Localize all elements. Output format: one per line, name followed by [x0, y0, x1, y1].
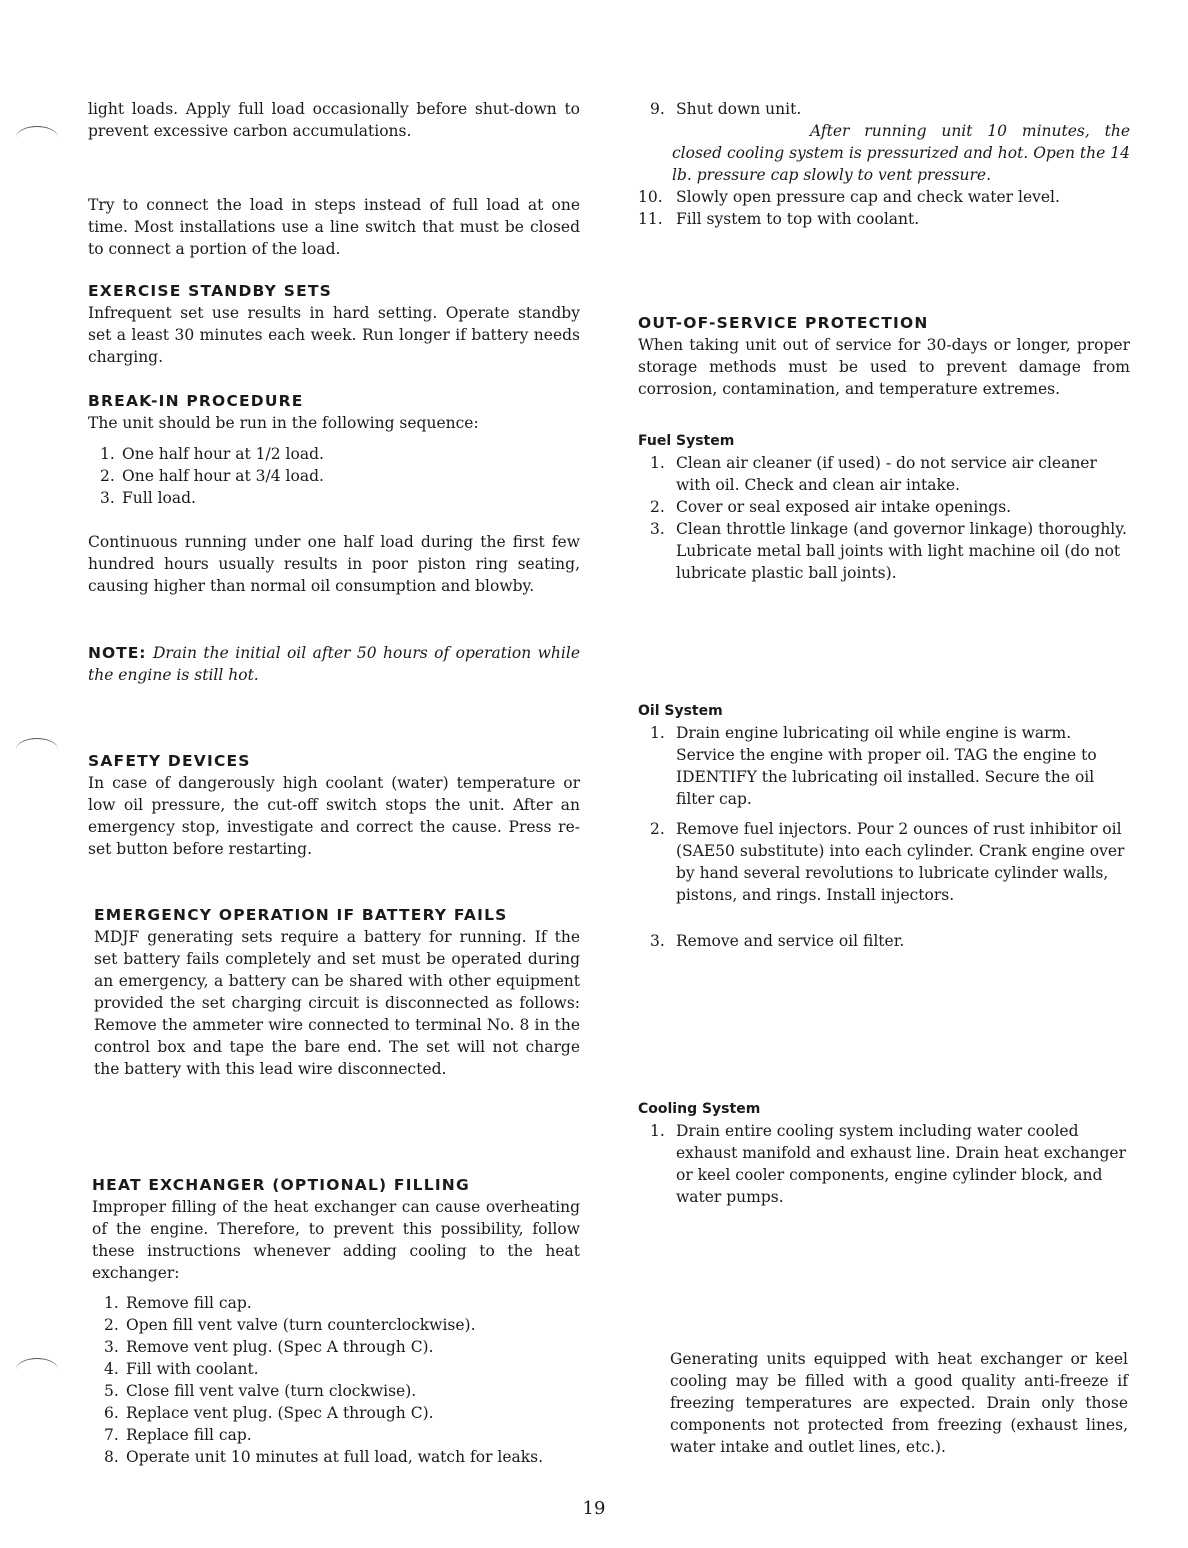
section-text: Continuous running under one half load during the first few hundred hours usually results in poor piston ring seating, causing higher than normal oil consumption and blowby. — [88, 533, 580, 595]
cooling-system-section — [638, 1098, 1130, 1208]
antifreeze-paragraph: Generating units equipped with heat exchanger or keel cooling may be filled with a good quality anti-freeze if freezing temperatures are expected. Drain only those components not protected from freezing (exhaust lines, water intake and outlet lines, etc.). — [670, 1350, 1128, 1456]
list-item: 10. Slowly open pressure cap and check water level. — [638, 188, 1060, 206]
fill-continuation — [638, 98, 1130, 230]
list-item: 3. Clean throttle linkage (and governor linkage) thoroughly. Lubricate metal ball joints with light machine oil (do not lubricate plastic ball joints). — [650, 520, 1127, 582]
oil-system-list — [638, 722, 1130, 952]
fuel-system-list — [638, 452, 1130, 584]
list-item: 3. Full load. — [100, 489, 196, 507]
list-item: 1. Drain entire cooling system including water cooled exhaust manifold and exhaust line. Drain heat exchanger or keel cooler components, engine cylinder block, and water pumps. — [650, 1122, 1127, 1206]
list-item: 11. Fill system to top with coolant. — [638, 210, 920, 228]
list-item: 3. Remove and service oil filter. — [650, 932, 905, 950]
section-intro: The unit should be run in the following sequence: — [88, 414, 479, 432]
list-item: 2. One half hour at 3/4 load. — [100, 467, 324, 485]
section-text: When taking unit out of service for 30-days or longer, proper storage methods must be used to prevent damage from corrosion, contamination, and temperature extremes. — [638, 336, 1130, 398]
intro-paragraph: light loads. Apply full load occasionally before shut-down to prevent excessive carbon accumulations. — [88, 100, 580, 140]
list-item: 7. Replace fill cap. — [104, 1426, 252, 1444]
list-item: 1. Remove fill cap. — [104, 1294, 252, 1312]
subsection-heading: Cooling System — [638, 1101, 761, 1117]
list-item: 1. Clean air cleaner (if used) - do not service air cleaner with oil. Check and clean air intake. — [650, 454, 1097, 494]
list-item: 1. Drain engine lubricating oil while engine is warm. Service the engine with proper oil. TAG the engine to IDENTIFY the lubricating oil installed. Secure the oil filter cap. — [650, 724, 1097, 808]
out-of-service-section — [638, 312, 1130, 400]
subsection-heading: Fuel System — [638, 433, 735, 449]
load-steps-paragraph: Try to connect the load in steps instead of full load at one time. Most installations use a line switch that must be closed to connect a portion of the load. — [88, 196, 580, 258]
list-item: 3. Remove vent plug. (Spec A through C). — [104, 1338, 434, 1356]
fill-steps-bottom — [638, 186, 1130, 230]
section-heading: SAFETY DEVICES — [88, 752, 251, 770]
list-item: 2. Remove fuel injectors. Pour 2 ounces of rust inhibitor oil (SAE50 substitute) into each cylinder. Crank engine over by hand several revolutions to lubricate cylinder walls, pistons, and rings. Install injectors. — [650, 820, 1125, 904]
section-heading: OUT-OF-SERVICE PROTECTION — [638, 314, 929, 332]
oil-system-section — [638, 700, 1130, 952]
note-text: Drain the initial oil after 50 hours of operation while the engine is still hot. — [88, 644, 580, 684]
fuel-system-section — [638, 430, 1130, 584]
break-in-list — [88, 443, 580, 509]
heat-exchanger-list — [92, 1292, 580, 1468]
exercise-section — [88, 280, 580, 368]
binder-hole-mark — [16, 126, 58, 149]
subsection-heading: Oil System — [638, 703, 723, 719]
list-item: 1. One half hour at 1/2 load. — [100, 445, 324, 463]
list-item: 4. Fill with coolant. — [104, 1360, 259, 1378]
section-text: Improper filling of the heat exchanger can cause overheating of the engine. Therefore, to prevent this possibility, follow these instructions whenever adding cooling to the heat exchanger: — [92, 1198, 580, 1282]
fill-steps-top — [638, 98, 1130, 120]
section-heading: EXERCISE STANDBY SETS — [88, 282, 332, 300]
safety-section — [88, 750, 580, 860]
section-text: In case of dangerously high coolant (water) temperature or low oil pressure, the cut-off switch stops the unit. After an emergency stop, investigate and correct the cause. Press re-set button before restarting. — [88, 774, 580, 858]
section-heading: EMERGENCY OPERATION IF BATTERY FAILS — [94, 906, 508, 924]
binder-hole-mark — [16, 1358, 58, 1381]
list-item: 6. Replace vent plug. (Spec A through C). — [104, 1404, 434, 1422]
binder-hole-mark — [16, 738, 58, 761]
list-item: 2. Cover or seal exposed air intake openings. — [650, 498, 1012, 516]
list-item: 2. Open fill vent valve (turn counterclockwise). — [104, 1316, 476, 1334]
note-label: NOTE: — [88, 644, 147, 662]
page-number: 19 — [582, 1498, 606, 1519]
cooling-system-list — [638, 1120, 1130, 1208]
section-text: MDJF generating sets require a battery for running. If the set battery fails completely and set must be operated during an emergency, a battery can be shared with other equipment provided the set charging circuit is disconnected as follows: Remove the ammeter wire connected to terminal No. 8 in the control box and tape the bare end. The set will not charge the battery with this lead wire disconnected. — [94, 928, 580, 1078]
list-item: 9. Shut down unit. — [650, 100, 802, 118]
note — [88, 642, 580, 686]
list-item: 8. Operate unit 10 minutes at full load, watch for leaks. — [104, 1448, 544, 1466]
caution-text: After running unit 10 minutes, the closed cooling system is pressurized and hot. Open the 14 lb. pressure cap slowly to vent pressure. — [672, 122, 1130, 184]
section-heading: HEAT EXCHANGER (OPTIONAL) FILLING — [92, 1176, 470, 1194]
list-item: 5. Close fill vent valve (turn clockwise). — [104, 1382, 417, 1400]
section-heading: BREAK-IN PROCEDURE — [88, 392, 304, 410]
break-in-section — [88, 390, 580, 597]
section-text: Infrequent set use results in hard setting. Operate standby set a least 30 minutes each week. Run longer if battery needs charging. — [88, 304, 580, 366]
heat-exchanger-section — [92, 1174, 580, 1468]
emergency-section — [94, 904, 580, 1080]
